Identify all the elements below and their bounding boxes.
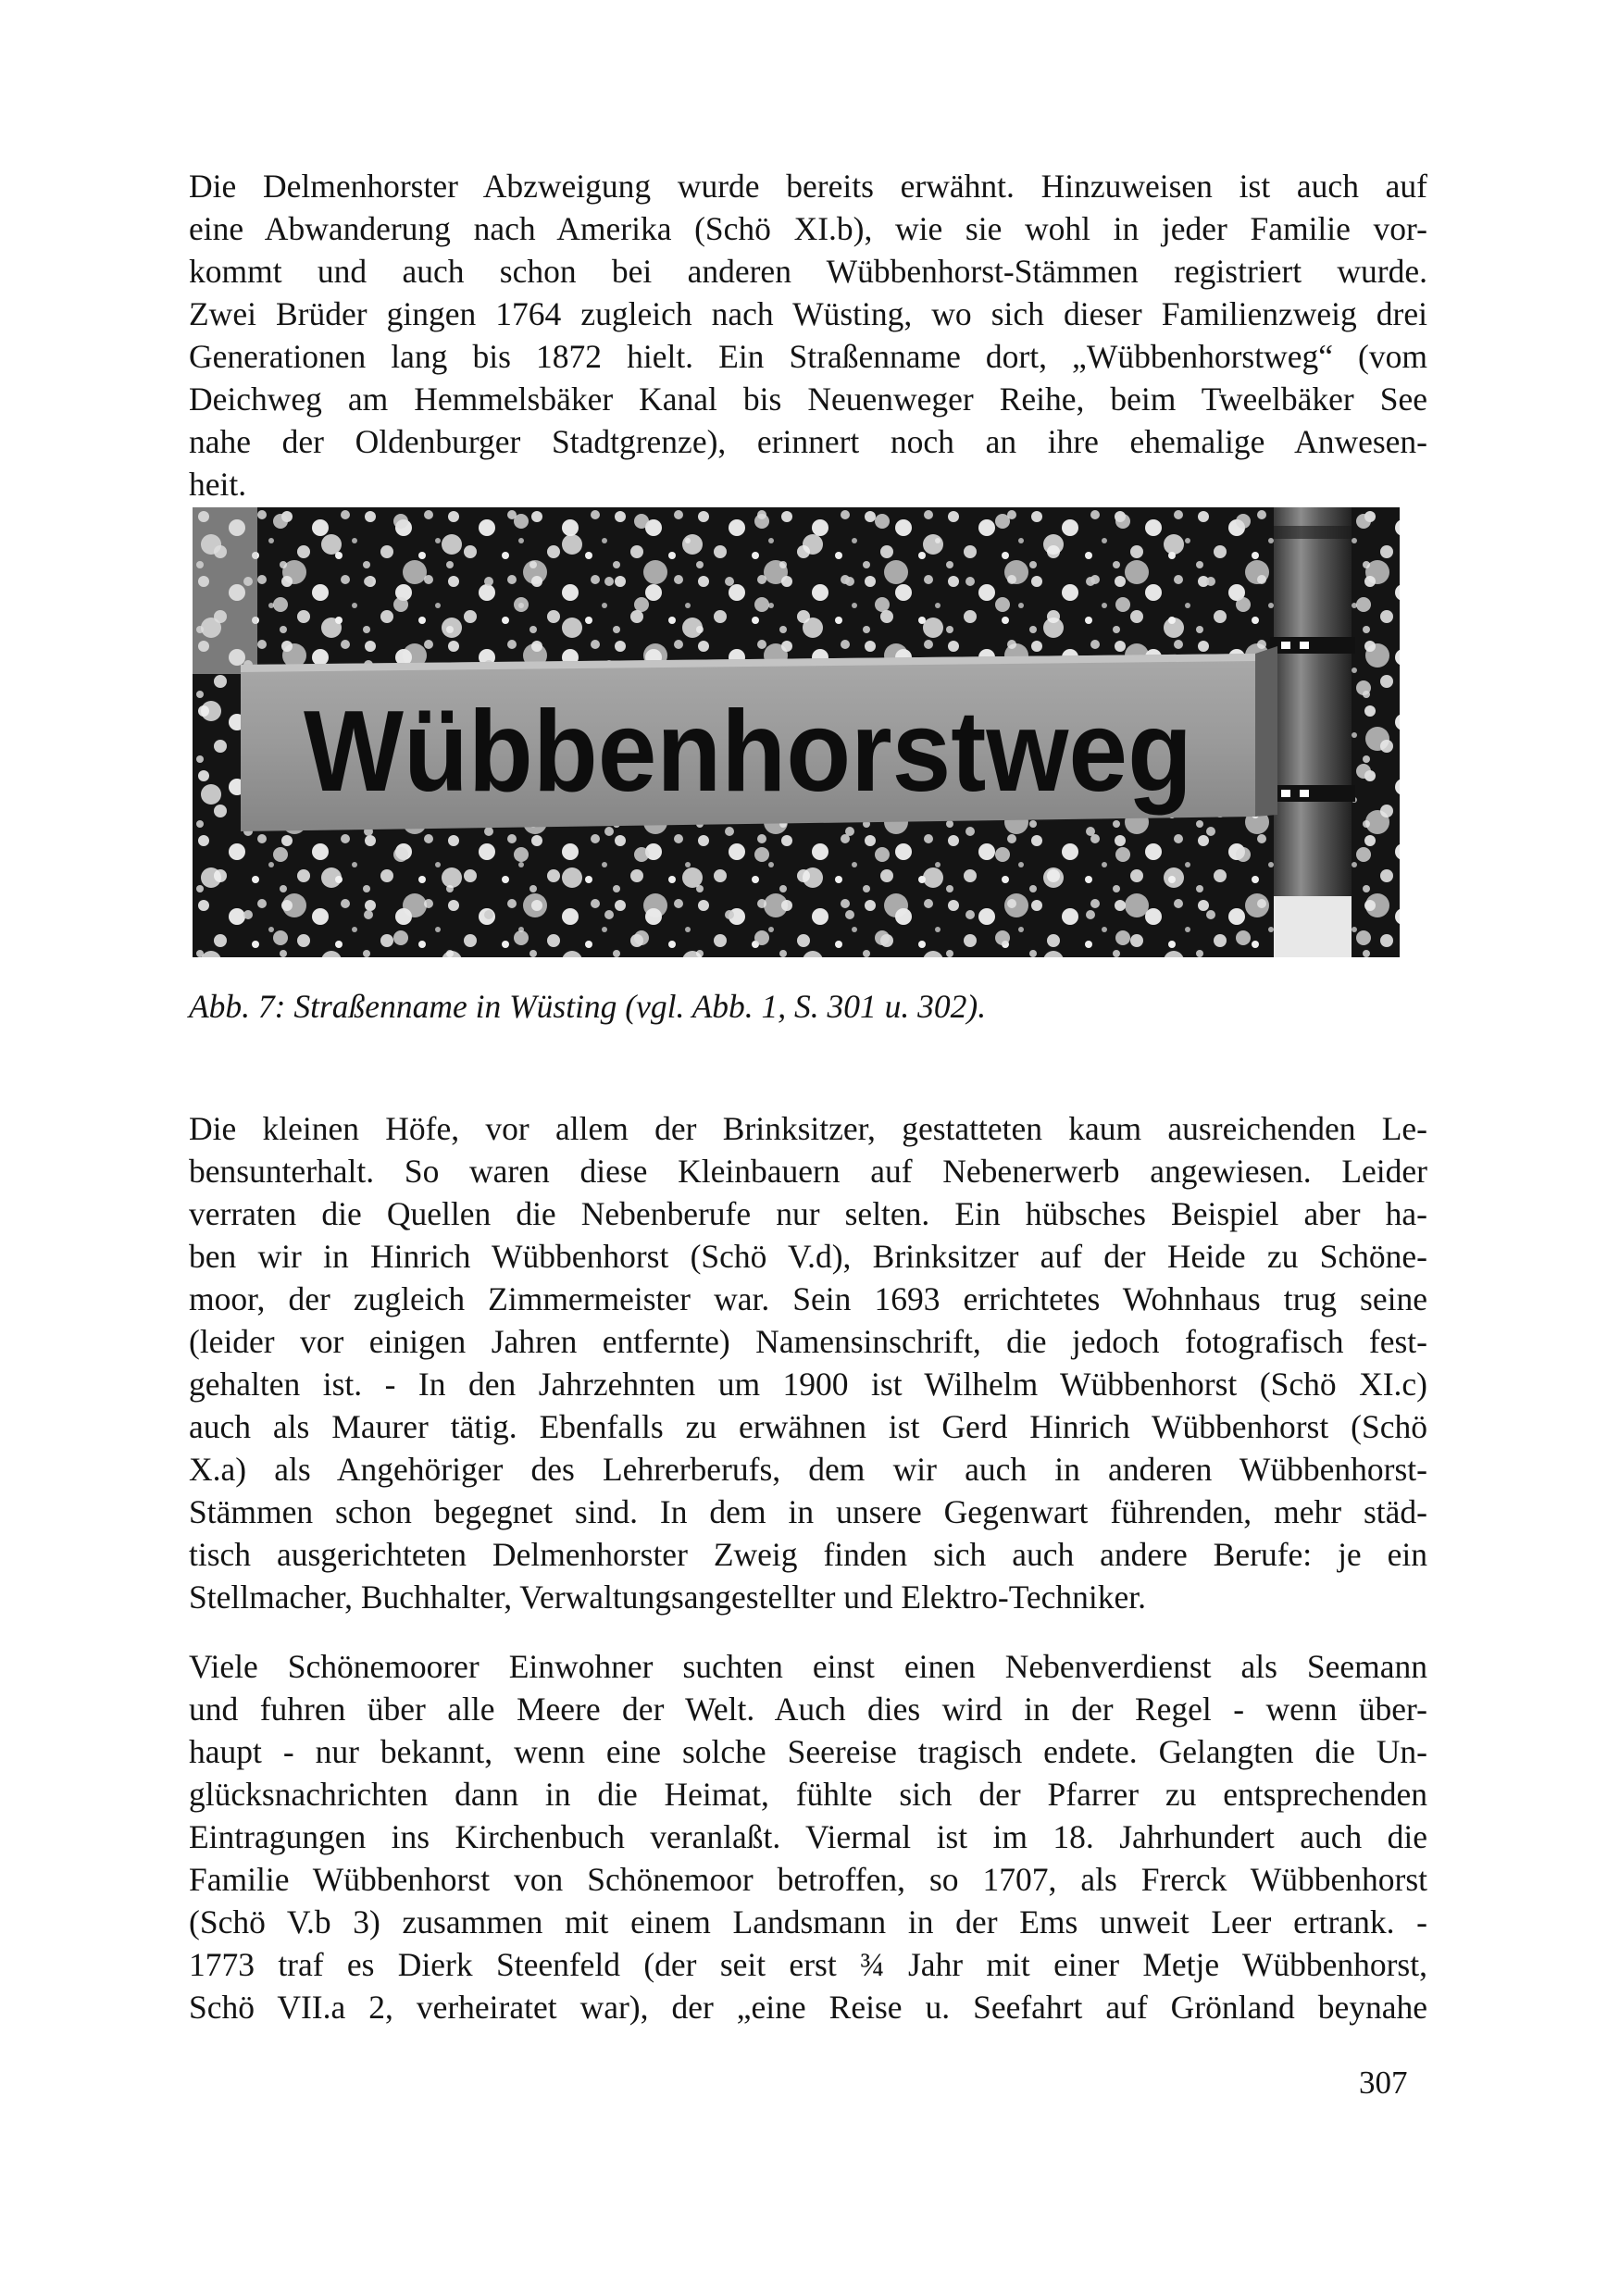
- text-line: Zwei Brüder gingen 1764 zugleich nach Wüsting, wo sich dieser Familienzweig drei: [189, 295, 1427, 332]
- text-line: X.a) als Angehöriger des Lehrerberufs, dem wir auch in anderen Wübbenhorst-: [189, 1451, 1427, 1488]
- text-line: Stellmacher, Buchhalter, Verwaltungsangestellter und Elektro-Techniker.: [189, 1578, 1147, 1616]
- paragraph-3: [189, 1645, 1427, 2028]
- text-line: bensunterhalt. So waren diese Kleinbauern auf Nebenerwerb angewiesen. Leider: [189, 1153, 1427, 1190]
- text-line: kommt und auch schon bei anderen Wübbenhorst-Stämmen registriert wurde.: [189, 253, 1427, 290]
- text-line: Viele Schönemoorer Einwohner suchten einst einen Nebenverdienst als Seemann: [189, 1648, 1427, 1685]
- text-line: 1773 traf es Dierk Steenfeld (der seit erst ¾ Jahr mit einer Metje Wübbenhorst,: [189, 1946, 1427, 1983]
- text-line: Stämmen schon begegnet sind. In dem in unsere Gegenwart führenden, mehr städ-: [189, 1493, 1427, 1530]
- text-line: Die kleinen Höfe, vor allem der Brinksitzer, gestatteten kaum ausreichenden Le-: [189, 1110, 1427, 1147]
- text-line: ben wir in Hinrich Wübbenhorst (Schö V.d), Brinksitzer auf der Heide zu Schöne-: [189, 1238, 1427, 1275]
- text-line: verraten die Quellen die Nebenberufe nur selten. Ein hübsches Beispiel aber ha-: [189, 1195, 1427, 1232]
- paragraph-1: [189, 165, 1427, 505]
- text-line: (leider vor einigen Jahren entfernte) Namensinschrift, die jedoch fotografisch fest-: [189, 1323, 1427, 1360]
- text-line: Generationen lang bis 1872 hielt. Ein Straßenname dort, „Wübbenhorstweg“ (vom: [189, 338, 1427, 375]
- text-line: moor, der zugleich Zimmermeister war. Sein 1693 errichtetes Wohnhaus trug seine: [189, 1280, 1427, 1317]
- figure-caption: Abb. 7: Straßenname in Wüsting (vgl. Abb. 1, S. 301 u. 302).: [189, 988, 987, 1025]
- text-line: tisch ausgerichteten Delmenhorster Zweig finden sich auch andere Berufe: je ein: [189, 1536, 1427, 1573]
- text-line: nahe der Oldenburger Stadtgrenze), erinnert noch an ihre ehemalige Anwesen-: [189, 423, 1427, 460]
- sign-text: Wübbenhorstweg: [304, 688, 1192, 816]
- text-line: gehalten ist. - In den Jahrzehnten um 1900 ist Wilhelm Wübbenhorst (Schö XI.c): [189, 1366, 1427, 1403]
- page-number: 307: [1359, 2065, 1408, 2101]
- text-line: Die Delmenhorster Abzweigung wurde bereits erwähnt. Hinzuweisen ist auch auf: [189, 168, 1427, 205]
- text-line: Eintragungen ins Kirchenbuch veranlaßt. Viermal ist im 18. Jahrhundert auch die: [189, 1818, 1427, 1855]
- text-line: (Schö V.b 3) zusammen mit einem Landsmann in der Ems unweit Leer ertrank. -: [189, 1903, 1427, 1940]
- text-line: heit.: [189, 466, 247, 503]
- text-line: Schö VII.a 2, verheiratet war), der „eine Reise u. Seefahrt auf Grönland beynahe: [189, 1989, 1427, 2026]
- text-line: eine Abwanderung nach Amerika (Schö XI.b), wie sie wohl in jeder Familie vor-: [189, 210, 1427, 247]
- paragraph-2: [189, 1107, 1427, 1618]
- text-line: auch als Maurer tätig. Ebenfalls zu erwähnen ist Gerd Hinrich Wübbenhorst (Schö: [189, 1408, 1427, 1445]
- street-sign-image: [193, 507, 1400, 957]
- street-sign-photo: [193, 507, 1400, 957]
- text-line: und fuhren über alle Meere der Welt. Auch dies wird in der Regel - wenn über-: [189, 1691, 1427, 1728]
- text-line: Familie Wübbenhorst von Schönemoor betroffen, so 1707, als Frerck Wübbenhorst: [189, 1861, 1427, 1898]
- text-line: haupt - nur bekannt, wenn eine solche Seereise tragisch endete. Gelangten die Un-: [189, 1733, 1427, 1770]
- text-line: Deichweg am Hemmelsbäker Kanal bis Neuenweger Reihe, beim Tweelbäker See: [189, 381, 1427, 418]
- text-line: glücksnachrichten dann in die Heimat, fühlte sich der Pfarrer zu entsprechenden: [189, 1776, 1427, 1813]
